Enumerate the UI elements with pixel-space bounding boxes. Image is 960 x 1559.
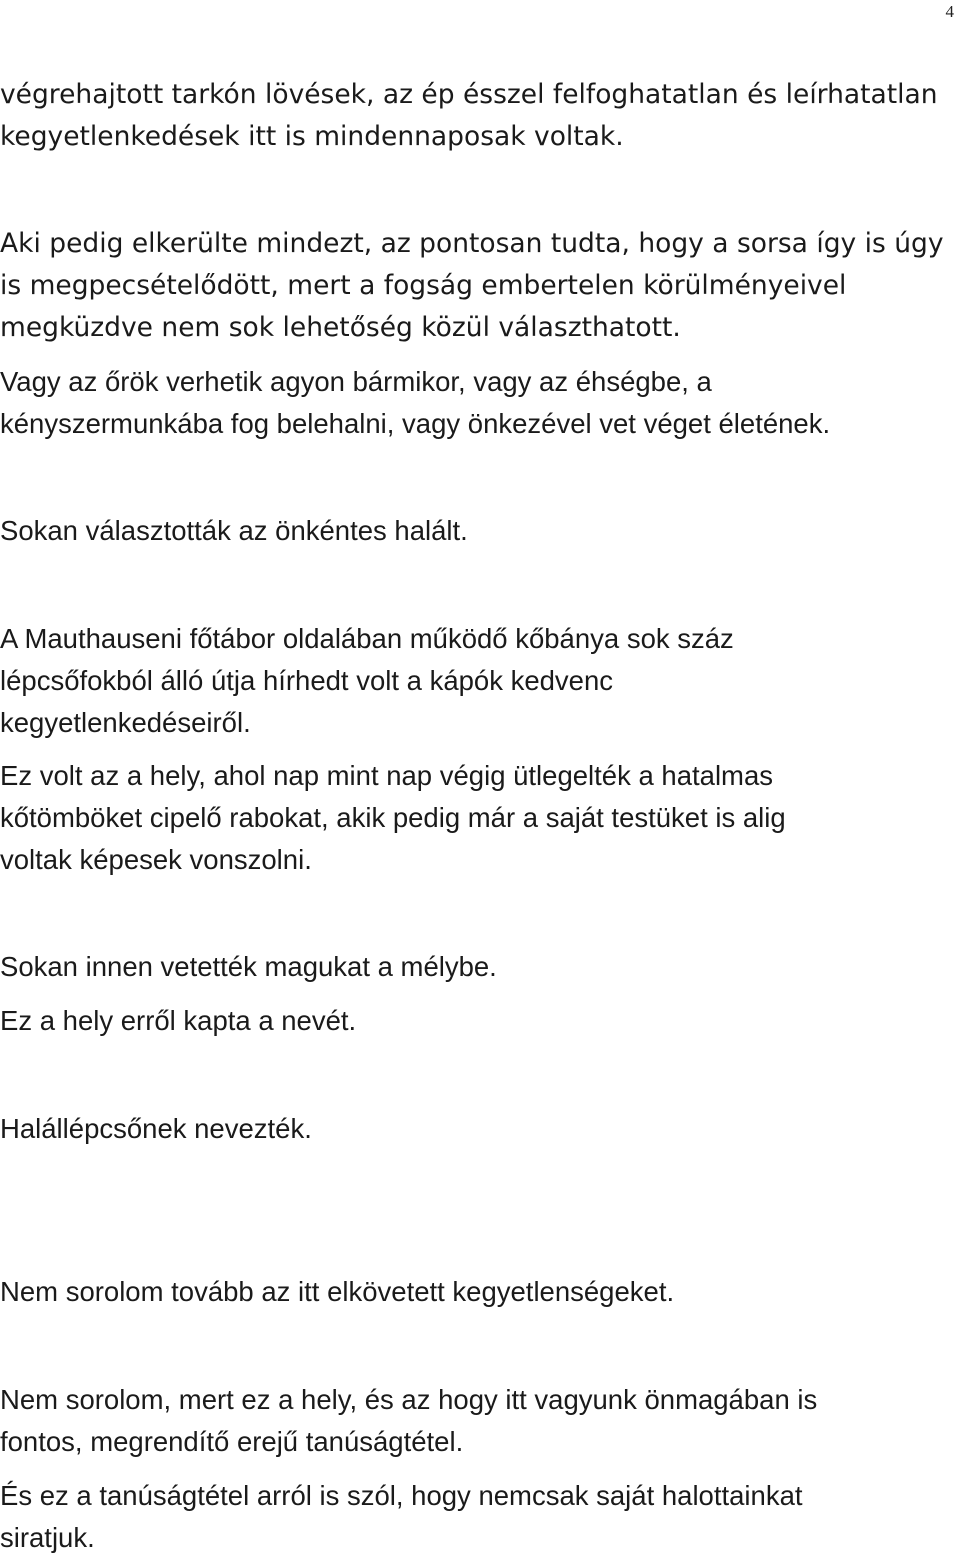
text-line: Nem sorolom, mert ez a hely, és az hogy itt vagyunk önmagában is: [0, 1384, 818, 1415]
text-line: siratjuk.: [0, 1522, 95, 1553]
text-line: Ez a hely erről kapta a nevét.: [0, 1005, 357, 1036]
paragraph-choices: [0, 361, 960, 445]
text-line: Vagy az őrök verhetik agyon bármikor, vagy az éhségbe, a: [0, 366, 712, 397]
paragraph-name-origin: [0, 1000, 960, 1042]
paragraph-testimony: [0, 1379, 960, 1463]
paragraph-fate-sealed: [0, 223, 960, 349]
paragraph-stone-carrying: [0, 755, 960, 881]
text-line: Nem sorolom tovább az itt elkövetett kegyetlenségeket.: [0, 1276, 675, 1307]
text-line: is megpecsételődött, mert a fogság embertelen körülményeivel: [0, 270, 847, 301]
text-line: Sokan választották az önkéntes halált.: [0, 515, 468, 546]
page-number: 4: [945, 2, 954, 21]
paragraph-death-stairs: [0, 1108, 960, 1150]
text-line: megküzdve nem sok lehetőség közül választhatott.: [0, 312, 681, 343]
text-line: kegyetlenkedések itt is mindennaposak voltak.: [0, 121, 624, 152]
text-line: Sokan innen vetették magukat a mélybe.: [0, 951, 497, 982]
paragraph-executions: [0, 74, 960, 158]
text-line: kegyetlenkedéseiről.: [0, 707, 251, 738]
text-line: A Mauthauseni főtábor oldalában működő kőbánya sok száz: [0, 623, 734, 654]
paragraph-quarry: [0, 618, 960, 744]
paragraph-voluntary-death: [0, 510, 960, 552]
text-line: voltak képesek vonszolni.: [0, 844, 312, 875]
text-line: És ez a tanúságtétel arról is szól, hogy nemcsak saját halottainkat: [0, 1480, 803, 1511]
text-line: lépcsőfokból álló útja hírhedt volt a kápók kedvenc: [0, 665, 614, 696]
text-line: Halállépcsőnek nevezték.: [0, 1113, 312, 1144]
text-line: végrehajtott tarkón lövések, az ép ésszel felfoghatatlan és leírhatatlan: [0, 79, 938, 110]
text-line: Ez volt az a hely, ahol nap mint nap végig ütlegelték a hatalmas: [0, 760, 774, 791]
paragraph-into-depths: [0, 946, 960, 988]
text-line: fontos, megrendítő erejű tanúságtétel.: [0, 1426, 464, 1457]
text-line: kényszermunkába fog belehalni, vagy önkezével vet véget életének.: [0, 408, 831, 439]
paragraph-no-more-list: [0, 1271, 960, 1313]
paragraph-mourning: [0, 1475, 960, 1559]
text-line: kőtömböket cipelő rabokat, akik pedig már a saját testüket is alig: [0, 802, 786, 833]
text-line: Aki pedig elkerülte mindezt, az pontosan tudta, hogy a sorsa így is úgy: [0, 228, 944, 259]
